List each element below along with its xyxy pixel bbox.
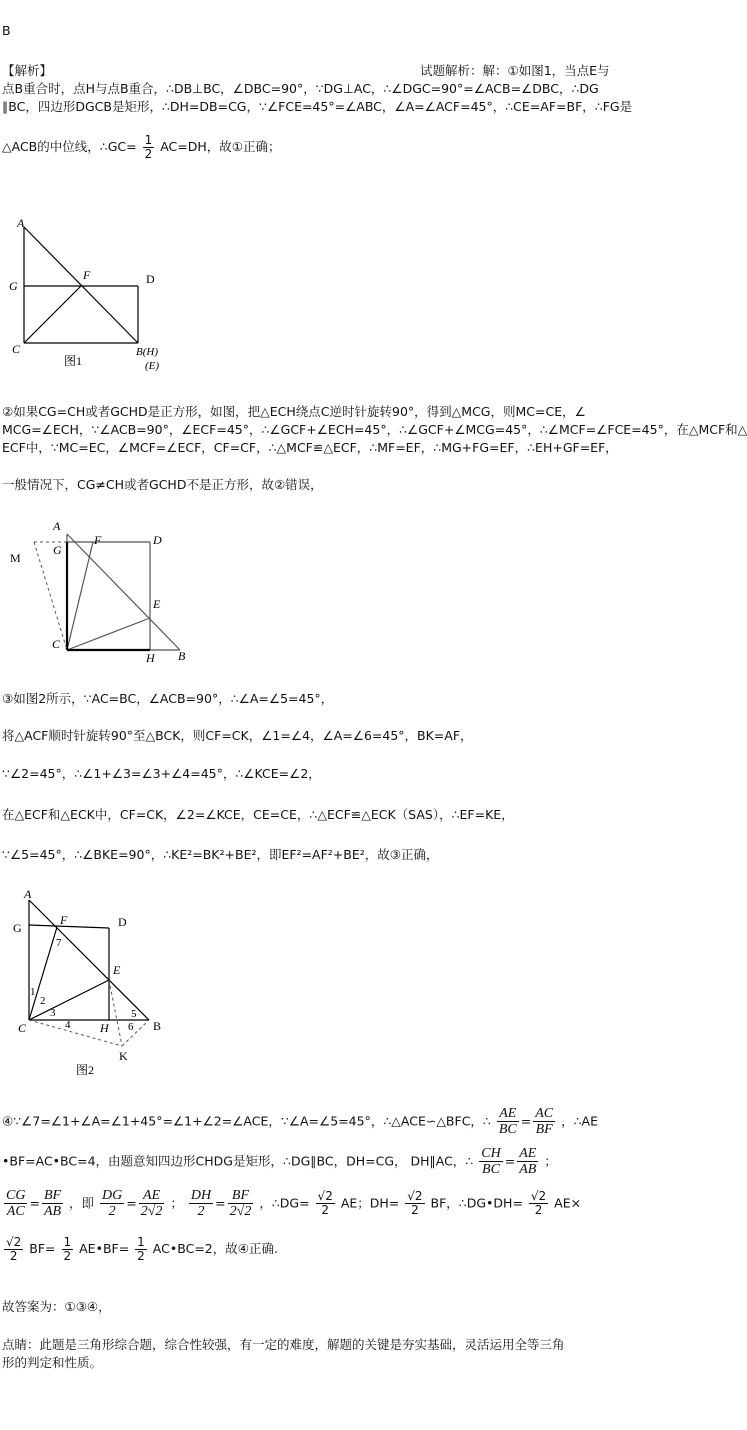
part3-line5: ∵∠5=45°，∴∠BKE=90°，∴KE²=BK²+BE²，即EF²=AF²+BE²，故③正确， [2, 847, 439, 862]
fig-mid-label-A: A [53, 519, 61, 533]
part3-line1: ③如图2所示，∵AC=BC，∠ACB=90°，∴∠A=∠5=45°， [2, 691, 334, 706]
part4-line4-a: BF= [29, 1241, 56, 1257]
part1-line1: 点B重合时，点H与点B重合，∴DB⊥BC，∠DBC=90°，∵DG⊥AC，∴∠DGC=90°=∠ACB=∠DBC，∴DG [2, 81, 599, 96]
fig2-label-3: 3 [50, 1007, 56, 1019]
part4-line4-c: AC•BC=2，故④正确. [152, 1241, 278, 1257]
fig2-label-K: K [119, 1049, 128, 1063]
part4-line2-a: •BF=AC•BC=4，由题意知四边形CHDG是矩形，∴DG∥BC，DH=CG， DH∥AC，∴ [2, 1153, 474, 1169]
fig2-label-G: G [13, 921, 22, 935]
fig1-label-F: F [83, 268, 91, 282]
fig-mid-label-C: C [52, 637, 61, 651]
part2-line3: ECF中，∵MC=EC，∠MCF=∠ECF，CF=CF，∴△MCF≌△ECF，∴MF=EF，∴MG+FG=EF，∴EH+GF=EF， [2, 440, 618, 455]
part1-line2: ∥BC，四边形DGCB是矩形，∴DH=DB=CG，∵∠FCE=45°=∠ABC，∠A=∠ACF=45°，∴CE=AF=BF，∴FG是 [2, 99, 633, 114]
part3-line3: ∵∠2=45°，∴∠1+∠3=∠3+∠4=45°，∴∠KCE=∠2， [2, 766, 321, 781]
part4-line4-b: AE•BF= [79, 1241, 130, 1257]
fraction-r2-2-d: $\frac{√2}{2}$ [6, 1235, 22, 1264]
figure-rotation [0, 512, 200, 667]
fraction-ac-bf: $\frac{AC}{BF}$ [535, 1106, 554, 1138]
comment-line2: 形的判定和性质。 [2, 1355, 103, 1370]
fraction-half: $\frac{1}{2}$ [144, 133, 153, 162]
part4-line2: •BF=AC•BC=4，由题意知四边形CHDG是矩形，∴DG∥BC，DH=CG， DH∥AC，∴ $\frac{CH}{BC}$ = $\frac{AE}{AB}$ ； [2, 1146, 557, 1178]
answer-letter: B [2, 23, 11, 38]
fig2-label-B: B [153, 1019, 162, 1033]
fig-mid-label-D: D [153, 533, 162, 547]
fig-mid-label-B: B [178, 649, 186, 663]
part2-line4: 一般情况下，CG≠CH或者GCHD不是正方形，故②错误， [2, 477, 323, 492]
fig1-label-G: G [9, 279, 18, 293]
part4-line3-e: AE× [554, 1195, 582, 1211]
answer-line: 故答案为：①③④， [2, 1299, 111, 1314]
fig-mid-label-H: H [146, 651, 155, 665]
part4-line1-eq: = [520, 1113, 532, 1129]
fraction-r2-2-b: $\frac{√2}{2}$ [407, 1189, 423, 1218]
fig2-label-1: 1 [30, 986, 36, 998]
fig1-label-D: D [146, 272, 155, 286]
fraction-cg-ac: $\frac{CG}{AC}$ [6, 1188, 26, 1220]
fig2-label-A: A [24, 887, 32, 901]
fig2-label-7: 7 [56, 937, 62, 949]
fraction-r2-2-c: $\frac{√2}{2}$ [530, 1189, 547, 1218]
fig2-label-D: D [118, 915, 127, 929]
fig2-label-H: H [100, 1021, 109, 1035]
fig2-label-E: E [113, 963, 121, 977]
part1-line3-b: AC=DH，故①正确； [160, 139, 281, 155]
part4-line3-c: AE；DH= [340, 1195, 400, 1211]
analysis-tag: 【解析】 [2, 63, 53, 78]
fraction-dg-2: $\frac{DG}{2}$ [102, 1188, 123, 1220]
fraction-dh-2: $\frac{DH}{2}$ [190, 1188, 212, 1220]
fraction-bf-ab: $\frac{BF}{AB}$ [43, 1188, 62, 1220]
comment-line1: 点睛：此题是三角形综合题，综合性较强，有一定的难度，解题的关键是夯实基础，灵活运用全等三角 [2, 1337, 565, 1352]
fig-mid-label-M: M [10, 551, 21, 565]
part4-line2-b: ； [544, 1153, 557, 1169]
part4-line3-a: ，即 [69, 1195, 95, 1211]
fraction-ch-bc: $\frac{CH}{BC}$ [481, 1146, 501, 1178]
fig1-caption: 图1 [64, 354, 83, 368]
fraction-half-b: $\frac{1}{2}$ [63, 1235, 72, 1264]
fraction-ae-2r2: $\frac{AE}{2√2}$ [140, 1188, 163, 1220]
fig2-caption: 图2 [76, 1063, 95, 1077]
fraction-half-c: $\frac{1}{2}$ [137, 1235, 145, 1264]
figure-2 [0, 880, 200, 1080]
fig2-label-6: 6 [128, 1021, 134, 1033]
part2-line2: MCG=∠ECH，∵∠ACB=90°，∠ECF=45°，∴∠GCF+∠ECH=45°，∴∠GCF+∠MCG=45°，∴∠MCF=∠FCE=45°，在△MCF和△ [2, 422, 747, 437]
part4-line4 [2, 1236, 278, 1263]
fig2-label-5: 5 [131, 1008, 137, 1020]
fig1-label-C: C [12, 342, 21, 356]
part4-line1 [2, 1106, 598, 1138]
part4-line3-d: BF，∴DG•DH= [430, 1195, 523, 1211]
analysis-header-right: 试题解析：解：①如图1，当点E与 [420, 63, 610, 78]
fraction-bf-2r2: $\frac{BF}{2√2}$ [229, 1188, 252, 1220]
fraction-ae-bc: $\frac{AE}{BC}$ [498, 1106, 517, 1138]
fraction-r2-2-a: $\frac{√2}{2}$ [317, 1189, 333, 1218]
part4-line3-b: ，∴DG= [259, 1195, 310, 1211]
fig2-label-F: F [60, 913, 68, 927]
part4-line3-sep: ； [170, 1195, 183, 1211]
part1-line3 [2, 134, 280, 161]
part1-line3-a: △ACB的中位线，∴GC= [2, 139, 137, 155]
part3-line4: 在△ECF和△ECK中，CF=CK，∠2=∠KCE，CE=CE，∴△ECF≌△ECK（SAS），∴EF=KE， [2, 807, 514, 822]
fig2-label-C: C [18, 1021, 27, 1035]
fig1-label-B: B(H) [136, 346, 158, 358]
fig1-label-E: (E) [145, 360, 160, 372]
fraction-ae-ab: $\frac{AE}{AB}$ [519, 1146, 537, 1178]
fig-mid-label-F: F [94, 533, 102, 547]
part4-line3: $\frac{CG}{AC}$ = $\frac{BF}{AB}$ ，即 $\frac{DG}{2}$ = $\frac{AE}{2√2}$ ； $\frac{DH}{2}$ = $\frac{BF}{2√2}$ ，∴DG= $\frac{√2}{2}$ AE；DH= $\frac{√2}{2}$ BF，∴DG•DH= $\frac{√2}{2}$ AE× [6, 1188, 582, 1220]
fig1-label-A: A [17, 216, 25, 230]
fig-mid-label-G: G [53, 543, 62, 557]
fig2-label-2: 2 [40, 995, 46, 1007]
fig2-label-4: 4 [65, 1019, 71, 1031]
part4-line1-a: ④∵∠7=∠1+∠A=∠1+45°=∠1+∠2=∠ACE，∵∠A=∠5=45°，∴△ACE∽△BFC，∴ [2, 1113, 491, 1129]
part3-line2: 将△ACF顺时针旋转90°至△BCK，则CF=CK，∠1=∠4，∠A=∠6=45°，BK=AF， [2, 728, 473, 743]
part4-line1-b: ，∴AE [561, 1113, 599, 1129]
figure-1 [0, 215, 200, 375]
fig-mid-label-E: E [153, 597, 161, 611]
part2-line1: ②如果CG=CH或者GCHD是正方形，如图，把△ECH绕点C逆时针旋转90°，得到△MCG，则MC=CE，∠ [2, 404, 586, 419]
